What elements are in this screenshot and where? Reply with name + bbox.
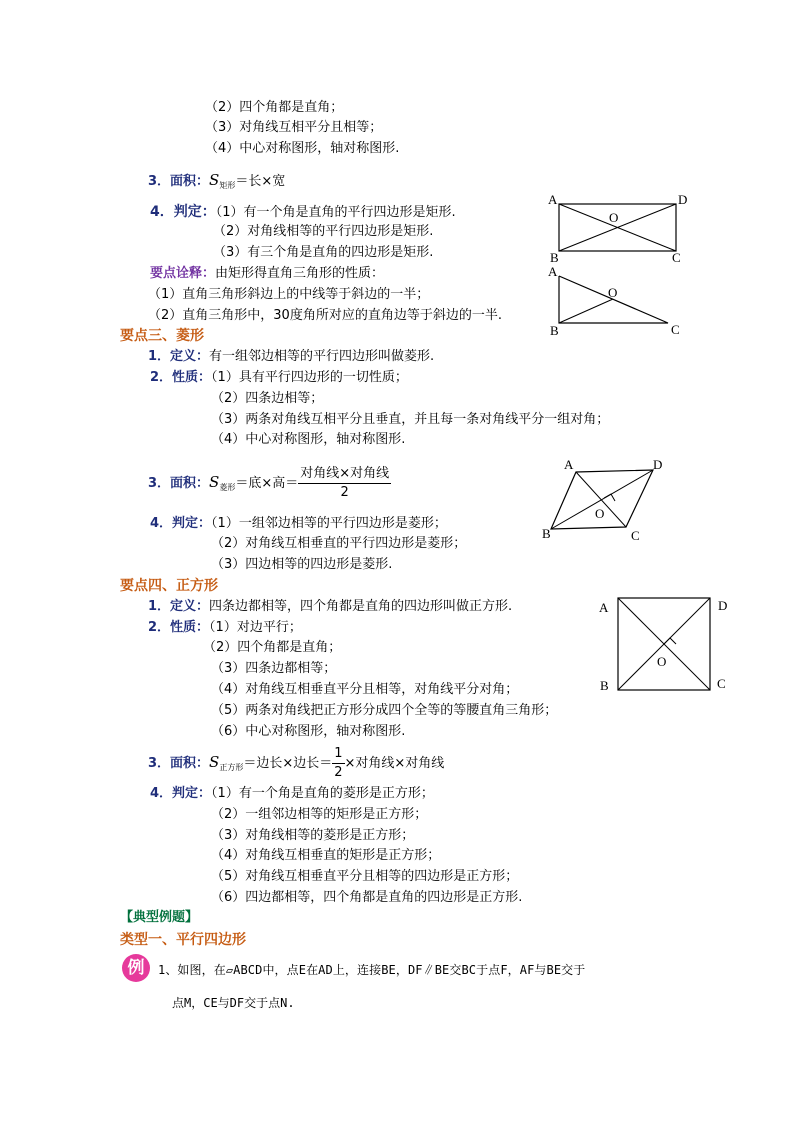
rect-note-label: 要点诠释： xyxy=(150,266,216,281)
square-label-o: O xyxy=(657,654,667,669)
square-judge-1-text: （1）有一个角是直角的菱形是正方形； xyxy=(211,786,434,801)
rhombus-prop-3: （3）两条对角线互相平分且垂直，并且每一条对角线平分一组对角； xyxy=(211,412,610,427)
fraction-denominator: 2 xyxy=(340,485,349,500)
fraction-numerator: 对角线×对角线 xyxy=(298,465,391,484)
rhombus-prop-1 xyxy=(150,368,408,388)
square-prop-1 xyxy=(148,618,302,638)
square-area-end: ×对角线×对角线 xyxy=(344,756,445,771)
fraction-denominator: 2 xyxy=(334,765,343,780)
tri-label-a: A xyxy=(548,264,558,279)
right-angle-mark xyxy=(604,494,615,501)
rect-prop-2: （2）四个角都是直角； xyxy=(205,100,344,115)
square-figure xyxy=(595,590,735,696)
rhombus-label-c: C xyxy=(631,528,640,543)
tri-label-b: B xyxy=(550,323,559,338)
rect-judge-label: 4．判定： xyxy=(150,204,216,220)
square-prop-6: （6）中心对称图形，轴对称图形. xyxy=(211,724,406,739)
rhombus-prop-2: （2）四条边相等； xyxy=(211,391,324,406)
tri-label-c: C xyxy=(671,322,680,337)
square-prop-1-text: （1）对边平行； xyxy=(209,620,302,635)
square-area-fraction xyxy=(332,745,344,782)
triangle-median xyxy=(559,299,613,323)
rhombus-prop-1-text: （1）具有平行四边形的一切性质； xyxy=(211,370,408,385)
type-one-heading: 类型一、平行四边形 xyxy=(120,932,246,948)
rhombus-def-text: 有一组邻边相等的平行四边形叫做菱形. xyxy=(209,349,435,364)
area-subscript: 菱形 xyxy=(219,483,236,492)
rect-judge-1 xyxy=(150,202,456,223)
area-subscript: 正方形 xyxy=(219,763,244,772)
rect-note xyxy=(150,264,384,284)
square-judge-label: 4．判定： xyxy=(150,786,212,801)
rect-area-label: 3．面积： xyxy=(148,174,210,189)
square-def-label: 1．定义： xyxy=(148,599,210,614)
tri-label-o: O xyxy=(608,285,618,300)
rhombus-label-a: A xyxy=(564,457,574,472)
fraction-numerator: 1 xyxy=(332,745,344,764)
area-symbol: S xyxy=(209,753,220,771)
rhombus-judge-1-text: （1）一组邻边相等的平行四边形是菱形； xyxy=(211,516,447,531)
rect-label-d: D xyxy=(678,192,688,207)
square-prop-2: （2）四个角都是直角； xyxy=(203,640,342,655)
rect-note-text: 由矩形得直角三角形的性质： xyxy=(215,266,385,281)
rhombus-area xyxy=(148,462,391,508)
square-judge-3: （3）对角线相等的菱形是正方形； xyxy=(211,828,415,843)
square-prop-5: （5）两条对角线把正方形分成四个全等的等腰直角三角形； xyxy=(211,703,558,718)
rhombus-judge-label: 4．判定： xyxy=(150,516,212,531)
examples-heading: 【典型例题】 xyxy=(120,910,199,925)
square-label-d: D xyxy=(718,598,728,613)
rhombus-judge-1 xyxy=(150,514,447,534)
square-area xyxy=(148,742,444,788)
square-judge-2: （2）一组邻边相等的矩形是正方形； xyxy=(211,807,428,822)
rhombus-def-label: 1．定义： xyxy=(148,349,210,364)
rect-judge-3: （3）有三个角是直角的四边形是矩形. xyxy=(213,245,434,260)
rhombus-label-o: O xyxy=(595,506,605,521)
rhombus-prop-4: （4）中心对称图形，轴对称图形. xyxy=(211,432,406,447)
rhombus-figure xyxy=(540,456,675,548)
square-prop-3: （3）四条边都相等； xyxy=(211,661,337,676)
rhombus-heading: 要点三、菱形 xyxy=(120,328,204,344)
rhombus-judge-2: （2）对角线互相垂直的平行四边形是菱形； xyxy=(211,536,467,551)
example-1-line-1: 1、如图，在▱ABCD中，点E在AD上，连接BE，DF∥BE交BC于点F，AF与BE交于 xyxy=(158,963,586,977)
example-1-line-2: 点M，CE与DF交于点N. xyxy=(172,996,295,1010)
rhombus-judge-3: （3）四边相等的四边形是菱形. xyxy=(211,557,393,572)
rect-area-formula: ＝长×宽 xyxy=(235,174,286,189)
example-badge: 例 xyxy=(122,954,150,982)
rhombus-area-label: 3．面积： xyxy=(148,476,210,491)
rect-prop-3: （3）对角线互相平分且相等； xyxy=(205,120,383,135)
square-judge-4: （4）对角线互相垂直的矩形是正方形； xyxy=(211,848,441,863)
square-judge-5: （5）对角线互相垂直平分且相等的四边形是正方形； xyxy=(211,869,519,884)
rhombus-area-mid: ＝底×高＝ xyxy=(235,476,299,491)
rect-label-b: B xyxy=(550,250,559,264)
rhombus-def xyxy=(148,347,434,367)
rhombus-area-fraction xyxy=(298,465,391,502)
area-symbol: S xyxy=(209,473,220,491)
right-angle-mark xyxy=(664,638,676,644)
square-label-b: B xyxy=(600,678,609,693)
rect-label-c: C xyxy=(672,250,681,264)
square-prop-4: （4）对角线互相垂直平分且相等，对角线平分对角； xyxy=(211,682,519,697)
square-def-text: 四条边都相等，四个角都是直角的四边形叫做正方形. xyxy=(209,599,513,614)
rectangle-figure xyxy=(545,192,690,264)
rhombus-label-b: B xyxy=(542,526,551,541)
rhombus-prop-label: 2．性质： xyxy=(150,370,212,385)
square-def xyxy=(148,597,512,617)
rect-label-o: O xyxy=(609,210,619,225)
square-judge-6: （6）四边都相等，四个角都是直角的四边形是正方形. xyxy=(211,890,523,905)
rect-prop-4: （4）中心对称图形，轴对称图形. xyxy=(205,141,400,156)
rect-label-a: A xyxy=(548,192,558,207)
square-judge-1 xyxy=(150,784,434,804)
square-area-label: 3．面积： xyxy=(148,756,210,771)
square-prop-label: 2．性质： xyxy=(148,620,210,635)
rect-note-2: （2）直角三角形中，30度角所对应的直角边等于斜边的一半. xyxy=(148,308,502,323)
area-subscript: 矩形 xyxy=(219,181,236,190)
square-label-c: C xyxy=(717,676,726,691)
rect-area xyxy=(148,170,285,196)
right-triangle-figure xyxy=(545,264,690,338)
rect-judge-1-text: （1）有一个角是直角的平行四边形是矩形. xyxy=(215,205,456,220)
area-symbol: S xyxy=(209,171,220,189)
rect-judge-2: （2）对角线相等的平行四边形是矩形. xyxy=(213,224,434,239)
square-area-mid: ＝边长×边长＝ xyxy=(243,756,333,771)
square-heading: 要点四、正方形 xyxy=(120,578,218,594)
rect-note-1: （1）直角三角形斜边上的中线等于斜边的一半； xyxy=(148,287,430,302)
rhombus-label-d: D xyxy=(653,457,663,472)
square-label-a: A xyxy=(599,600,609,615)
